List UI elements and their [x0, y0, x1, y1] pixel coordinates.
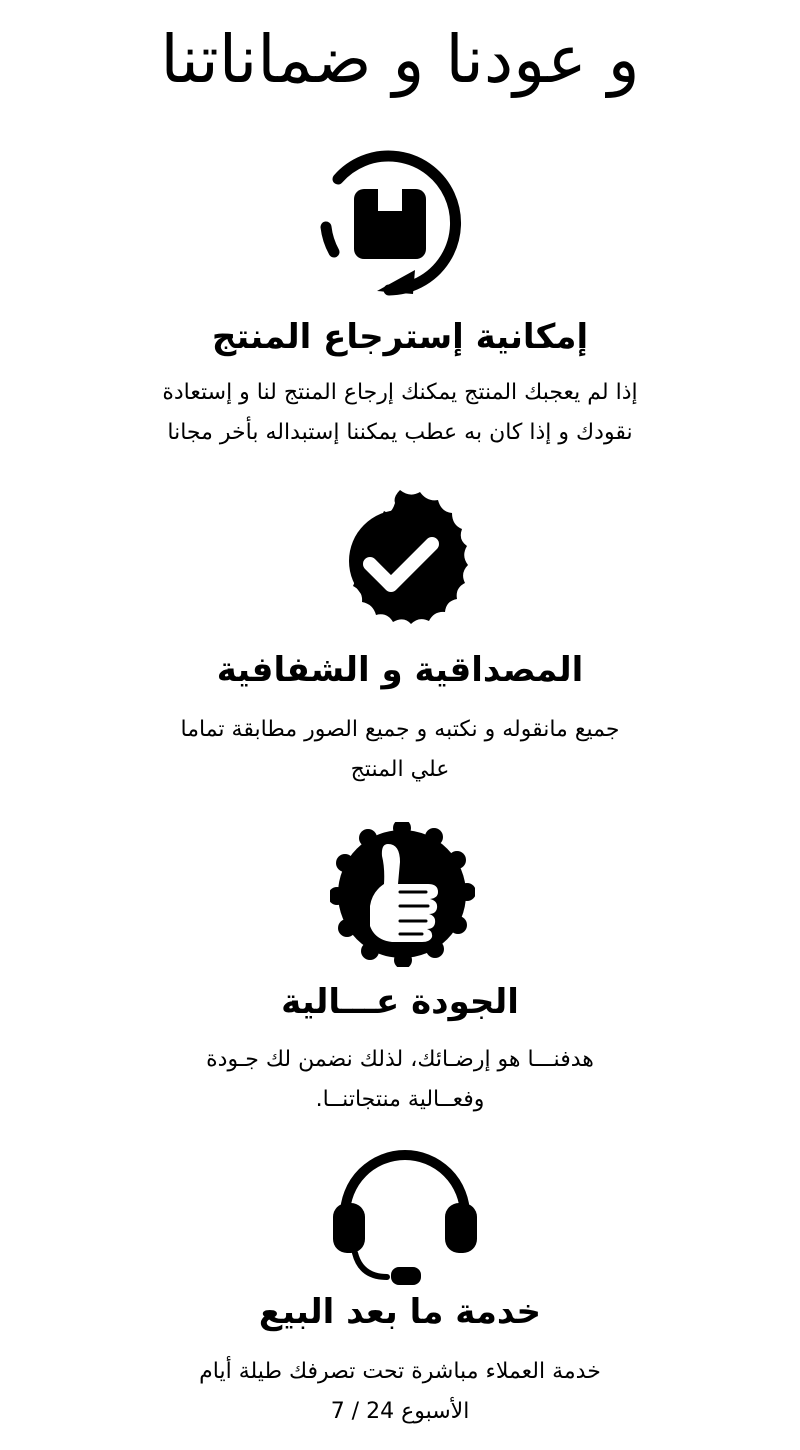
feature-description [60, 373, 740, 453]
feature-description-line: هدفنـــا هو إرضـائك، لذلك نضمن لك جـودة [206, 1047, 594, 1072]
feature-description-line: نقودك و إذا كان به عطب يمكننا إستبداله بأخر مجانا [167, 420, 633, 445]
feature-title: الجودة عـــالية [281, 982, 519, 1022]
feature-description-line: خدمة العملاء مباشرة تحت تصرفك طيلة أيام [199, 1359, 601, 1384]
feature-description [60, 1040, 740, 1120]
return-box-icon [315, 145, 470, 300]
feature-title: المصداقية و الشفافية [216, 650, 584, 690]
feature-description-line: إذا لم يعجبك المنتج يمكنك إرجاع المنتج لنا و إستعادة [162, 380, 638, 405]
thumbs-up-badge-icon [330, 822, 475, 967]
feature-description-line: الأسبوع 24 / 7 [330, 1399, 470, 1424]
feature-description-line: جميع مانقوله و نكتبه و جميع الصور مطابقة تماما [180, 717, 620, 742]
feature-title: إمكانية إسترجاع المنتج [211, 317, 589, 357]
feature-title: خدمة ما بعد البيع [258, 1292, 542, 1332]
feature-description-line: وفعــالية منتجاتنــا. [315, 1087, 485, 1112]
page-title: و عودنا و ضماناتنا [160, 21, 640, 98]
verified-badge-icon [325, 488, 475, 638]
feature-description [60, 710, 740, 790]
feature-description [60, 1352, 740, 1432]
headset-icon [325, 1145, 485, 1290]
feature-description-line: علي المنتج [350, 757, 450, 782]
